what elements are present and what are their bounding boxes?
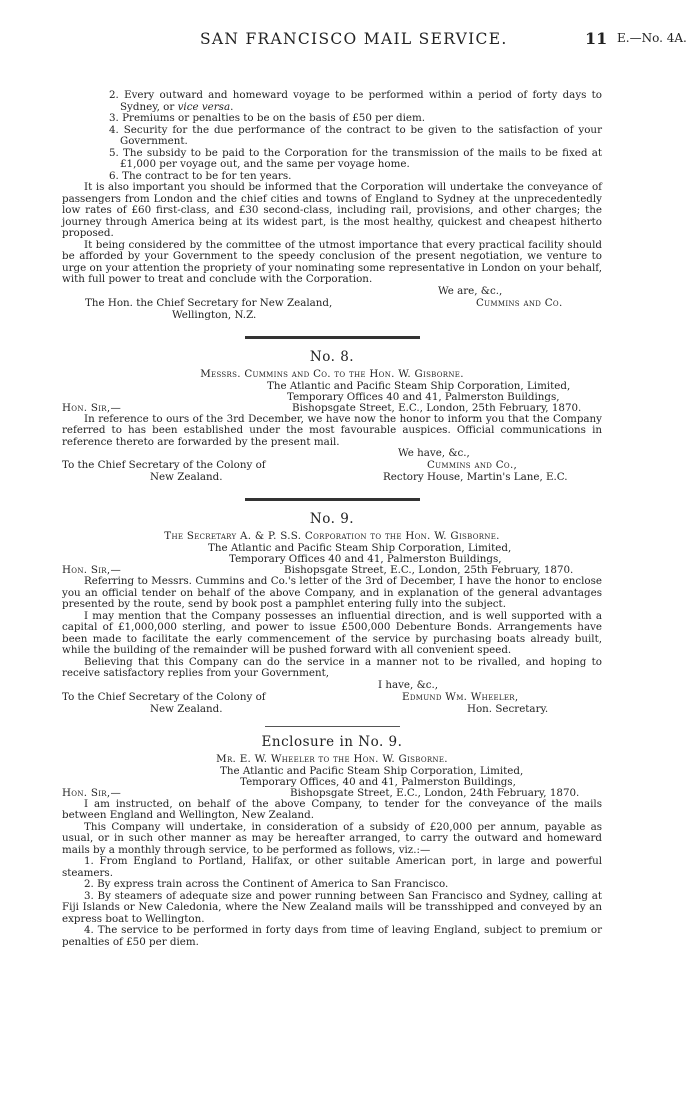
letter-date-line: Bishopsgate Street, E.C., London, 24th February, 1870. [290, 786, 580, 799]
section-divider [245, 336, 420, 339]
closing-row [62, 286, 602, 298]
closing: We have, &c., [398, 447, 470, 459]
list-item: 3. Premiums or penalties to be on the basis of £50 per diem. [109, 112, 426, 124]
letter-address: Temporary Offices 40 and 41, Palmerston Buildings, [287, 390, 560, 403]
addressee: To the Chief Secretary of the Colony of [62, 690, 266, 703]
paragraph: In reference to ours of the 3rd December, we have now the honor to inform you that the Company referred to has been established under the most favourable auspices. Official communications in reference thereto are forwarded by the present mail. [62, 412, 602, 448]
list-item: 3. By steamers of adequate size and power running between San Francisco and Sydney, calling at Fiji Islands or New Caledonia, where the New Zealand mails will be transshipped and conveyed by an express boat to Wellington. [62, 889, 602, 925]
letter-date-line: Bishopsgate Street, E.C., London, 25th February, 1870. [284, 564, 574, 576]
signer: Cummins and Co., [427, 459, 518, 471]
addressee-row [62, 472, 602, 484]
salutation-row [62, 403, 602, 414]
list-item: 2. By express train across the Continent of America to San Francisco. [84, 878, 449, 890]
letter-address: Temporary Offices 40 and 41, Palmerston Buildings, [229, 553, 502, 565]
letter-address: The Atlantic and Pacific Steam Ship Corporation, Limited, [208, 542, 512, 554]
closing: I have, &c., [378, 678, 439, 691]
salutation: Hon. Sir,— [62, 564, 122, 576]
signer: Edmund Wm. Wheeler, [402, 690, 519, 703]
running-title: SAN FRANCISCO MAIL SERVICE. [200, 30, 508, 48]
signer: Cummins and Co. [476, 296, 563, 309]
letter-address: The Atlantic and Pacific Steam Ship Corporation, Limited, [220, 764, 524, 777]
paragraph: It being considered by the committee of the utmost importance that every practical facility should be afforded by your Government to the speedy conclusion of the present negotiation, we venture to urge on your attention the propriety of your nominating some representative in London on your behalf, with full power to treat and conclude with the Corporation. [62, 238, 602, 285]
addressee-location: New Zealand. [150, 702, 223, 715]
section-divider [265, 726, 400, 727]
signer-title: Hon. Secretary. [467, 702, 549, 715]
paragraph: Believing that this Company can do the service in a manner not to be rivalled, and hoping to receive satisfactory replies from your Government, [62, 655, 602, 679]
letter-heading: The Secretary A. & P. S.S. Corporation to the Hon. W. Gisborne. [164, 530, 500, 542]
paragraph: I am instructed, on behalf of the above Company, to tender for the conveyance of the mails between England and Wellington, New Zealand. [62, 797, 602, 821]
section-title: No. 8. [309, 348, 355, 365]
salutation: Hon. Sir,— [62, 401, 122, 414]
addressee-row [62, 692, 602, 704]
addressee: To the Chief Secretary of the Colony of [62, 459, 266, 471]
addressee-location: New Zealand. [150, 471, 223, 483]
page-number: 11 [585, 29, 608, 48]
list-item: 4. The service to be performed in forty days from time of leaving England, subject to premium or penalties of £50 per diem. [62, 924, 602, 948]
letter-heading: Messrs. Cummins and Co. to the Hon. W. Gisborne. [200, 367, 464, 380]
addressee-row [62, 298, 602, 310]
list-item: 5. The subsidy to be paid to the Corporation for the transmission of the mails to be fixed at £1,000 per voyage out, and the same per voyage home. [109, 146, 602, 170]
list-item: 1. From England to Portland, Halifax, or other suitable American port, in large and powerful steamers. [62, 855, 602, 879]
list-item: 4. Security for the due performance of the contract to be given to the satisfaction of your Government. [109, 123, 602, 147]
addressee-location: Wellington, N.Z. [172, 308, 257, 321]
salutation: Hon. Sir,— [62, 786, 122, 799]
list-item: 2. Every outward and homeward voyage to be performed within a period of forty days to Sydney, or vice versa. [109, 89, 602, 113]
letter-address: The Atlantic and Pacific Steam Ship Corporation, Limited, [267, 379, 571, 392]
addressee-row [62, 704, 602, 716]
paragraph: It is also important you should be informed that the Corporation will undertake the conveyance of passengers from London and the chief cities and towns of England to Sydney at the unprecedentedly low rates of £60 first-class, and £30 second-class, including rail, provisions, and other charges; the journey through America being at its widest part, is the most healthy, quickest and cheapest hitherto proposed. [62, 181, 602, 239]
addressee: The Hon. the Chief Secretary for New Zealand, [85, 296, 333, 309]
addressee-row [62, 310, 602, 322]
document-body [62, 90, 602, 948]
letter-address: Temporary Offices, 40 and 41, Palmerston Buildings, [240, 775, 516, 788]
letter-date-line: Bishopsgate Street, E.C., London, 25th February, 1870. [292, 401, 582, 414]
salutation-row [62, 565, 602, 576]
closing-row [62, 680, 602, 692]
section-divider [245, 498, 420, 501]
list-item: 6. The contract to be for ten years. [109, 169, 292, 182]
document-reference: E.—No. 4A. [617, 31, 687, 45]
paragraph: Referring to Messrs. Cummins and Co.'s letter of the 3rd of December, I have the honor to enclose you an official tender on behalf of the above Company, and in explanation of the general advantages presented by the route, send by book post a pamphlet entering fully into the subject. [62, 575, 602, 610]
section-title: Enclosure in No. 9. [261, 733, 403, 750]
section-title: No. 9. [309, 511, 355, 527]
salutation-row [62, 788, 602, 799]
closing: We are, &c., [438, 284, 503, 297]
letter-heading: Mr. E. W. Wheeler to the Hon. W. Gisborne. [216, 752, 448, 765]
signer-address: Rectory House, Martin's Lane, E.C. [383, 471, 568, 483]
paragraph: This Company will undertake, in consideration of a subsidy of £20,000 per annum, payable as usual, or in such other manner as may be hereafter arranged, to carry the outward and homeward mails by a monthly through service, to be performed as follows, viz.:— [62, 820, 602, 856]
page-header [0, 30, 700, 54]
paragraph: I may mention that the Company possesses an influential direction, and is well supported with a capital of £1,000,000 sterling, and power to issue £500,000 Debenture Bonds. Arrangements have been made to facilitate the early commencement of the service by purchasing boats already built, while the building of the remainder will be pushed forward with all convenient speed. [62, 609, 602, 656]
